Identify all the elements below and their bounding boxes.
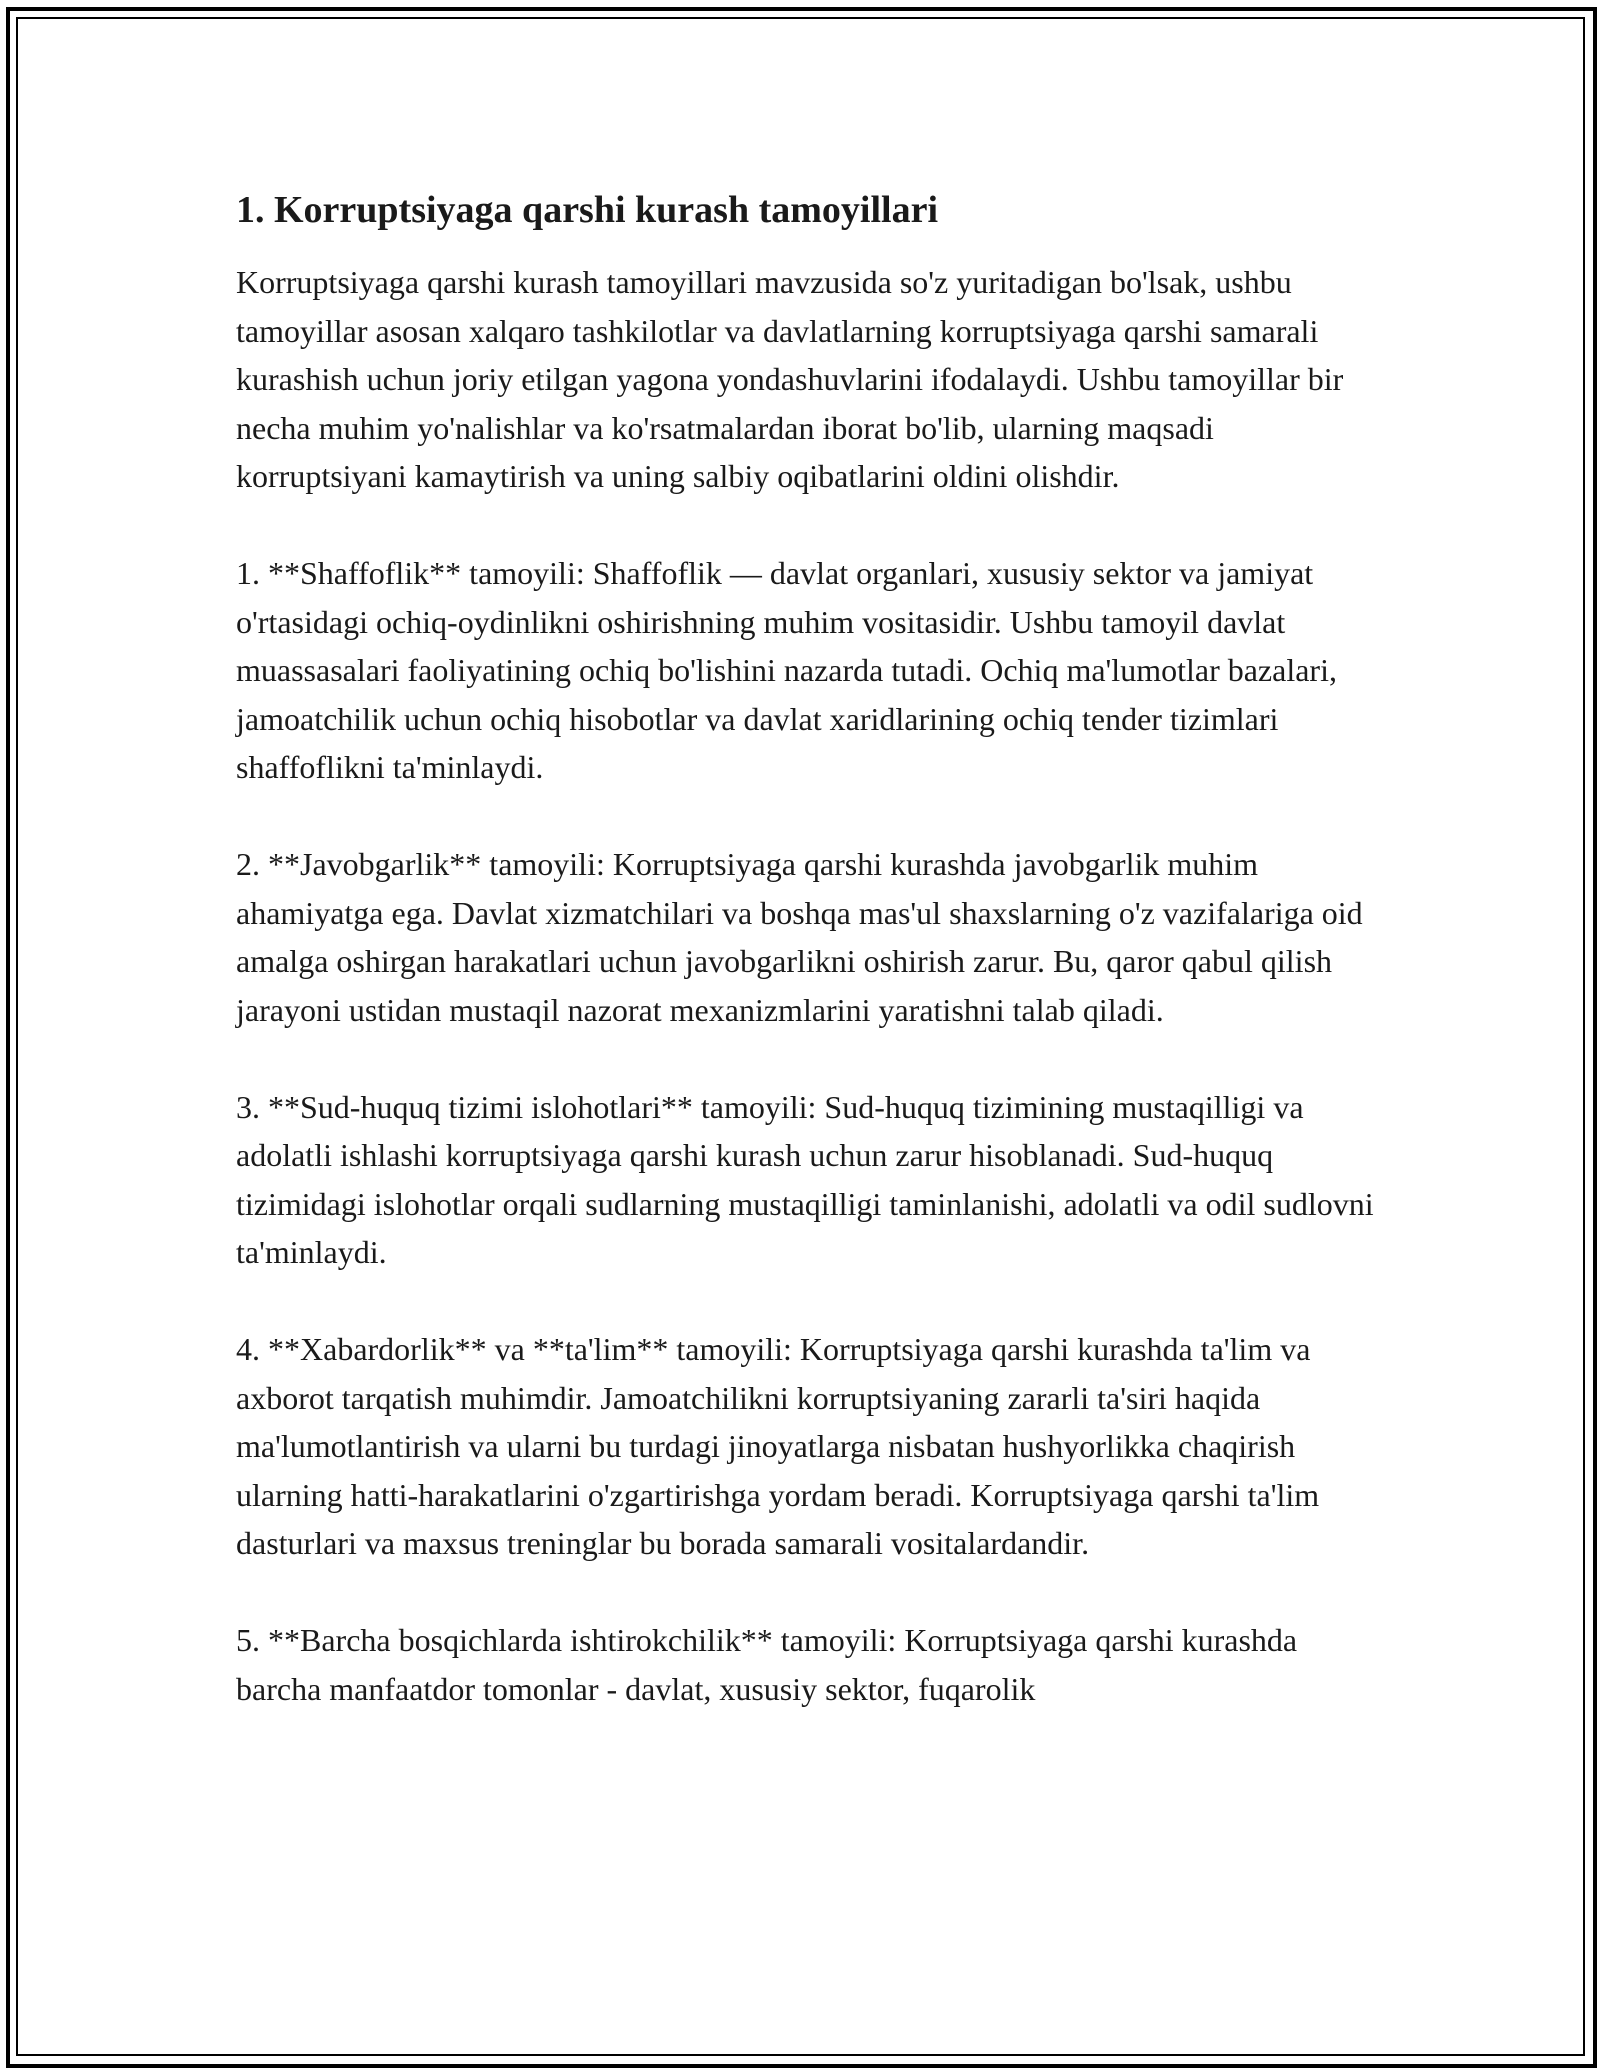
intro-paragraph: Korruptsiyaga qarshi kurash tamoyillari mavzusida so'z yuritadigan bo'lsak, ushbu tamoyillar asosan xalqaro tashkilotlar va davlatlarning korruptsiyaga qarshi samarali kurashish uchun joriy etilgan yagona yondashuvlarini ifodalaydi. Ushbu tamoyillar bir necha muhim yo'nalishlar va ko'rsatmalardan iborat bo'lib, ularning maqsadi korruptsiyani kamaytirish va uning salbiy oqibatlarini oldini olishdir. <box>236 264 1344 494</box>
principle-judicial-reform-paragraph: 3. **Sud-huquq tizimi islohotlari** tamoyili: Sud-huquq tizimining mustaqilligi va adolatli ishlashi korruptsiyaga qarshi kurash uchun zarur hisoblanadi. Sud-huquq tizimidagi islohotlar orqali sudlarning mustaqilligi taminlanishi, adolatli va odil sudlovni ta'minlaydi. <box>236 1088 1374 1270</box>
document-body <box>236 186 1386 1762</box>
principle-awareness-education-paragraph: 4. **Xabardorlik** va **ta'lim** tamoyili: Korruptsiyaga qarshi kurashda ta'lim va axborot tarqatish muhimdir. Jamoatchilikni korruptsiyaning zararli ta'siri haqida ma'lumotlantirish va ularni bu turdagi jinoyatlarga nisbatan hushyorlikka chaqirish ularning hatti-harakatlarini o'zgartirishga yordam beradi. Korruptsiyaga qarshi ta'lim dasturlari va maxsus treninglar bu borada samarali vositalardandir. <box>236 1331 1320 1561</box>
principle-participation-paragraph: 5. **Barcha bosqichlarda ishtirokchilik** tamoyili: Korruptsiyaga qarshi kurashda barcha manfaatdor tomonlar - davlat, xususiy sektor, fuqarolik <box>236 1622 1298 1707</box>
section-heading: 1. Korruptsiyaga qarshi kurash tamoyillari <box>236 189 938 231</box>
principle-transparency-paragraph: 1. **Shaffoflik** tamoyili: Shaffoflik — davlat organlari, xususiy sektor va jamiyat o'rtasidagi ochiq-oydinlikni oshirishning muhim vositasidir. Ushbu tamoyil davlat muassasalari faoliyatining ochiq bo'lishini nazarda tutadi. Ochiq ma'lumotlar bazalari, jamoatchilik uchun ochiq hisobotlar va davlat xaridlarining ochiq tender tizimlari shaffoflikni ta'minlaydi. <box>236 555 1337 785</box>
principle-accountability-paragraph: 2. **Javobgarlik** tamoyili: Korruptsiyaga qarshi kurashda javobgarlik muhim ahamiyatga ega. Davlat xizmatchilari va boshqa mas'ul shaxslarning o'z vazifalariga oid amalga oshirgan harakatlari uchun javobgarlikni oshirish zarur. Bu, qaror qabul qilish jarayoni ustidan mustaqil nazorat mexanizmlarini yaratishni talab qiladi. <box>236 846 1363 1028</box>
